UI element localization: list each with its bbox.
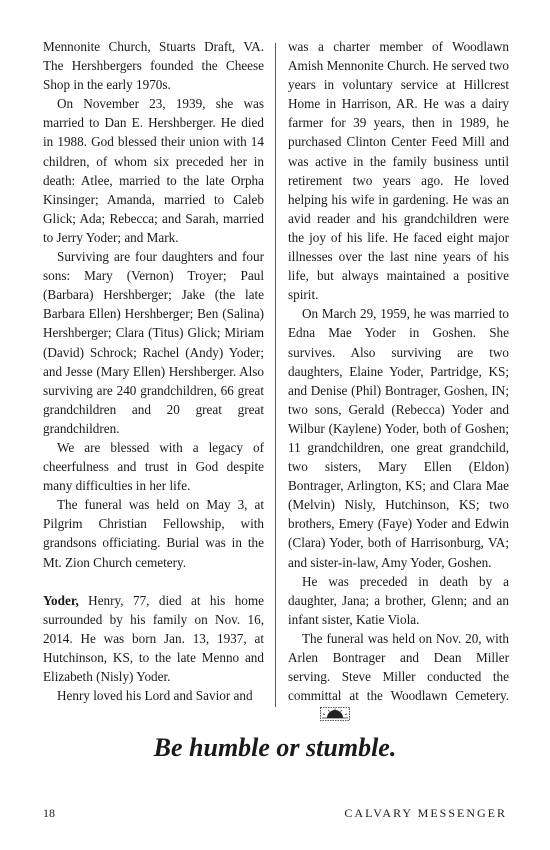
obituary-entry-yoder: [43, 591, 264, 686]
paragraph: We are blessed with a legacy of cheerfulness and trust in God despite many difficulties in her life.: [43, 439, 264, 494]
paragraph-text: The funeral was held on Nov. 20, with Arlen Bontrager and Dean Miller serving. Steve Miller conducted the committal at the Woodlawn Cemetery.: [288, 630, 509, 704]
paragraph: Mennonite Church, Stuarts Draft, VA. The Hershbergers founded the Cheese Shop in the early 1970s.: [43, 39, 264, 93]
publication-title: CALVARY MESSENGER: [344, 806, 507, 820]
paragraph: He was preceded in death by a daughter, Jana; a brother, Glenn; and an infant sister, Katie Viola.: [288, 573, 509, 627]
paragraph: Surviving are four daughters and four sons: Mary (Vernon) Troyer; Paul (Barbara) Hershberger; Jake (the late Barbara Ellen) Hershberger; Ben (Salina) Hershberger; Clara (Titus) Glick; Miriam (David) Schrock; Rachel (Andy) Yoder; and Jesse (Mary Ellen) Hershberger. Also surviving are 240 grandchildren, 66 great grandchildren and 20 great great grandchildren.: [43, 249, 264, 436]
page-number: 18: [43, 806, 55, 820]
obituary-text: Henry, 77, died at his home surrounded by his family on Nov. 16, 2014. He was born Jan. 13, 1937, at Hutchinson, KS, to the late Menno and Elizabeth (Nisly) Yoder.: [43, 592, 264, 684]
paragraph: Henry loved his Lord and Savior and: [57, 688, 253, 704]
sunrise-ornament-icon: [306, 707, 336, 721]
paragraph: [288, 629, 509, 724]
paragraph: On March 29, 1959, he was married to Edna Mae Yoder in Goshen. She survives. Also surviving are two daughters, Elaine Yoder, Partridge, KS; and Denise (Phil) Bontrager, Goshen, IN; two sons, Gerald (Rebecca) Yoder and Wilbur (Kaylene) Yoder, both of Goshen; 11 grandchildren, one great grandchild, two sisters, Mary Ellen (Eldon) Bontrager, Arlington, KS; and Clara Mae (Melvin) Nisly, Hutchinson, KS; two brothers, Emery (Faye) Yoder and Edwin (Clara) Yoder, both of Harrisonburg, VA; and sister-in-law, Amy Yoder, Goshen.: [288, 306, 509, 570]
right-column: [288, 37, 509, 724]
paragraph: The funeral was held on May 3, at Pilgrim Christian Fellowship, with grandsons officiating. Burial was in the Mt. Zion Church cemetery.: [43, 497, 264, 570]
paragraph: was a charter member of Woodlawn Amish Mennonite Church. He served two years in voluntary service at Hillcrest Home in Harrison, AR. He was a dairy farmer for 39 years, then in 1989, he purchased Clinton Center Feed Mill and was active in the family business until retirement two years ago. He loved helping his wife in gardening. He was an avid reader and his grandchildren were the joy of his life. He faced eight major illnesses over the last nine years of his life, but always maintained a positive spirit.: [288, 39, 509, 303]
obituary-name: Yoder,: [43, 592, 79, 608]
paragraph: On November 23, 1939, she was married to Dan E. Hershberger. He died in 1988. God blessed their union with 14 children, of whom six preceded her in death: Atlee, married to the late Orpha Kinsinger; Amanda, married to Caleb Glick; Ada; Rebecca; and Sarah, married to Jerry Yoder; and Mark.: [43, 96, 264, 245]
left-column: [43, 37, 264, 705]
column-divider: [275, 43, 276, 707]
motto-quote: Be humble or stumble.: [153, 733, 397, 762]
